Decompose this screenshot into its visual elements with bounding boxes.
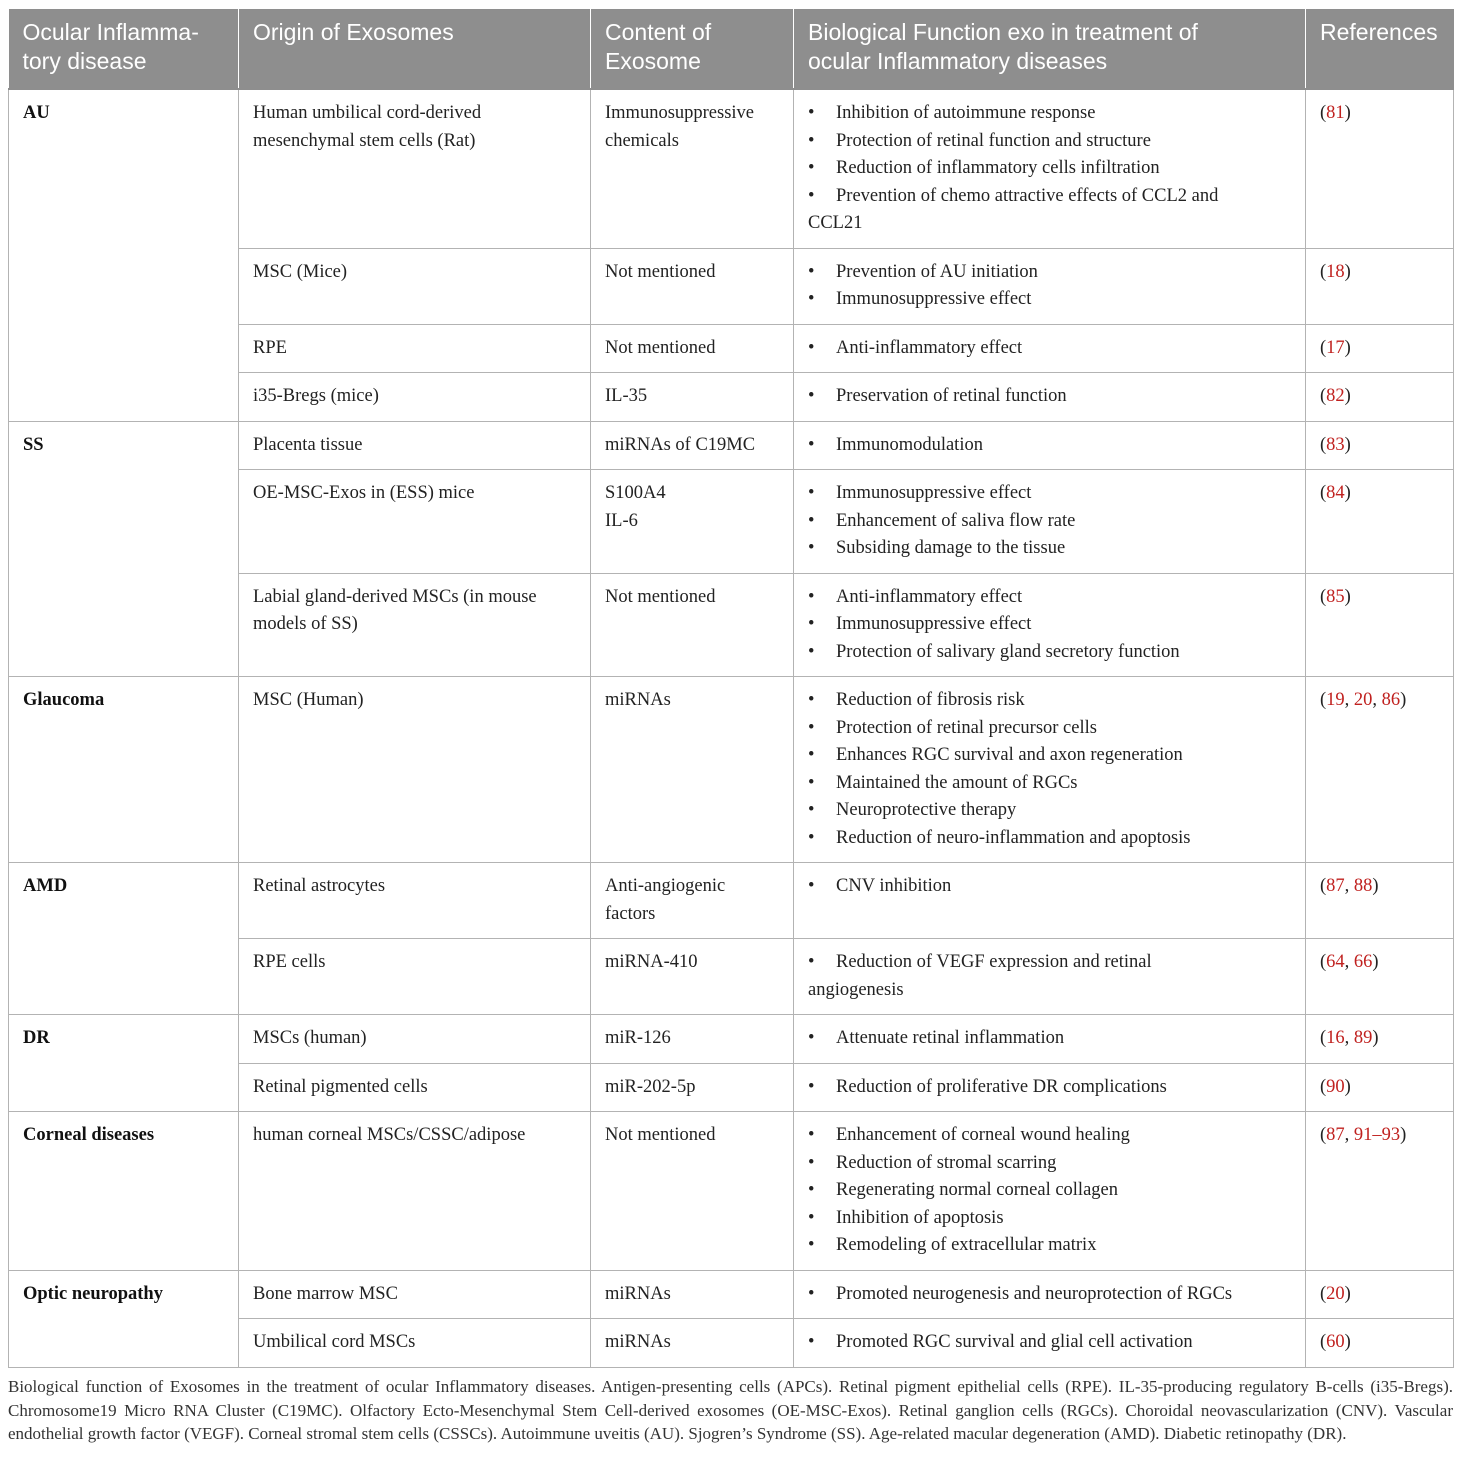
reference-link[interactable]: 84 [1326, 483, 1345, 503]
origin-cell: Retinal astrocytes [239, 863, 591, 939]
function-cell [794, 373, 1306, 422]
function-item: • Protection of retinal precursor cells [808, 715, 1291, 743]
content-text: miR-202-5p [605, 1076, 696, 1097]
reference-link[interactable]: 19 [1326, 690, 1345, 710]
content-text: Not mentioned [605, 337, 716, 358]
function-cell [794, 863, 1306, 939]
function-item-continuation: CCL21 [808, 213, 863, 233]
function-item: • Immunomodulation [808, 432, 1291, 460]
function-item: • Promoted neurogenesis and neuroprotection of RGCs [808, 1281, 1291, 1309]
function-list [808, 1025, 1291, 1053]
content-text: miRNAs [605, 1283, 671, 1304]
references-cell: (87, 91–93) [1306, 1112, 1454, 1271]
table-row [9, 1112, 1454, 1271]
function-item: • Reduction of fibrosis risk [808, 687, 1291, 715]
function-list [808, 584, 1291, 667]
content-cell [591, 324, 794, 373]
function-item: • Anti-inflammatory effect [808, 584, 1291, 612]
origin-cell: Human umbilical cord-derived mesenchymal stem cells (Rat) [239, 89, 591, 248]
references-cell: (20) [1306, 1270, 1454, 1319]
content-cell [591, 1112, 794, 1271]
reference-link[interactable]: 87 [1326, 1125, 1345, 1145]
function-list [808, 259, 1291, 314]
function-cell [794, 1319, 1306, 1368]
function-item: • Regenerating normal corneal collagen [808, 1177, 1291, 1205]
function-item: • Enhancement of corneal wound healing [808, 1122, 1291, 1150]
references-cell: (64, 66) [1306, 939, 1454, 1015]
function-cell [794, 89, 1306, 248]
header-origin: Origin of Exosomes [239, 9, 591, 89]
reference-link[interactable]: 18 [1326, 261, 1345, 282]
function-cell [794, 470, 1306, 574]
function-list [808, 949, 1291, 1004]
table-body [9, 89, 1454, 1367]
references-cell: (84) [1306, 470, 1454, 574]
function-item: • Reduction of proliferative DR complications [808, 1074, 1291, 1102]
reference-link[interactable]: 89 [1353, 1028, 1373, 1048]
content-text: Not mentioned [605, 586, 716, 607]
origin-cell: RPE cells [239, 939, 591, 1015]
function-item: • Immunosuppressive effect [808, 611, 1291, 639]
origin-cell: MSC (Mice) [239, 248, 591, 324]
table-row [9, 1015, 1454, 1064]
references-cell: (18) [1306, 248, 1454, 324]
function-list [808, 100, 1291, 238]
reference-link[interactable]: 83 [1326, 434, 1345, 455]
origin-cell: MSC (Human) [239, 677, 591, 863]
function-item: • Enhancement of saliva flow rate [808, 508, 1291, 536]
disease-cell: Corneal diseases [9, 1112, 239, 1271]
reference-link[interactable]: 86 [1381, 690, 1401, 710]
content-text: miRNA-410 [605, 952, 698, 972]
function-list [808, 432, 1291, 460]
references-cell: (82) [1306, 373, 1454, 422]
reference-link[interactable]: 82 [1326, 386, 1345, 406]
function-cell [794, 248, 1306, 324]
content-text: Not mentioned [605, 1125, 716, 1145]
reference-link[interactable]: 90 [1326, 1076, 1345, 1097]
function-item: • Reduction of VEGF expression and retinal [808, 949, 1291, 977]
function-item: • Immunosuppressive effect [808, 480, 1291, 508]
reference-link[interactable]: 17 [1326, 337, 1345, 358]
content-text: Immunosuppressive chemicals [605, 103, 755, 151]
content-text: miRNAs [605, 690, 671, 710]
function-item: • Protection of salivary gland secretory function [808, 639, 1291, 667]
function-item-continuation: angiogenesis [808, 979, 904, 1000]
disease-cell: Glaucoma [9, 677, 239, 863]
content-cell [591, 1270, 794, 1319]
function-item: • Immunosuppressive effect [808, 286, 1291, 314]
content-text: IL-6 [605, 510, 638, 531]
table-row [9, 89, 1454, 248]
content-text: Not mentioned [605, 261, 716, 282]
exosome-table [8, 9, 1454, 1368]
reference-link[interactable]: 66 [1353, 952, 1373, 972]
header-function: Biological Function exo in treatment of ocular Inflammatory diseases [794, 9, 1306, 89]
reference-link[interactable]: 81 [1326, 103, 1345, 123]
references-cell: (90) [1306, 1063, 1454, 1112]
references-cell: (60) [1306, 1319, 1454, 1368]
header-disease: Ocular Inflamma- tory disease [9, 9, 239, 89]
function-cell [794, 1015, 1306, 1064]
function-cell [794, 939, 1306, 1015]
function-item: • Reduction of inflammatory cells infiltration [808, 155, 1291, 183]
table-row [9, 863, 1454, 939]
function-list [808, 1281, 1291, 1309]
function-item: • Reduction of stromal scarring [808, 1150, 1291, 1178]
function-item: • Prevention of chemo attractive effects of CCL2 and [808, 183, 1291, 211]
references-cell: (85) [1306, 573, 1454, 677]
function-item: • Inhibition of autoimmune response [808, 100, 1291, 128]
function-item: • Protection of retinal function and structure [808, 128, 1291, 156]
function-item: • Preservation of retinal function [808, 383, 1291, 411]
content-cell [591, 470, 794, 574]
content-cell [591, 863, 794, 939]
content-text: miR-126 [605, 1028, 671, 1048]
function-list [808, 1074, 1291, 1102]
function-list [808, 335, 1291, 363]
function-item: • Reduction of neuro-inflammation and apoptosis [808, 825, 1291, 853]
function-item: • Promoted RGC survival and glial cell activation [808, 1329, 1291, 1357]
content-cell [591, 421, 794, 470]
reference-link[interactable]: 64 [1326, 952, 1345, 972]
disease-cell: Optic neuropathy [9, 1270, 239, 1367]
reference-link[interactable]: 20 [1353, 690, 1373, 710]
origin-cell: Labial gland-derived MSCs (in mouse models of SS) [239, 573, 591, 677]
disease-cell: SS [9, 421, 239, 677]
function-item: • CNV inhibition [808, 873, 1291, 901]
function-item: • Subsiding damage to the tissue [808, 535, 1291, 563]
content-cell [591, 677, 794, 863]
function-item: • Inhibition of apoptosis [808, 1205, 1291, 1233]
references-cell: (19, 20, 86) [1306, 677, 1454, 863]
disease-cell: AMD [9, 863, 239, 1015]
function-list [808, 1329, 1291, 1357]
content-cell [591, 1063, 794, 1112]
function-list [808, 873, 1291, 901]
reference-link[interactable]: 16 [1326, 1028, 1345, 1048]
function-item: • Prevention of AU initiation [808, 259, 1291, 287]
content-cell [591, 939, 794, 1015]
table-row [9, 677, 1454, 863]
origin-cell: Retinal pigmented cells [239, 1063, 591, 1112]
content-cell [591, 248, 794, 324]
function-list [808, 383, 1291, 411]
content-text: miRNAs [605, 1332, 671, 1352]
references-cell: (87, 88) [1306, 863, 1454, 939]
origin-cell: human corneal MSCs/CSSC/adipose [239, 1112, 591, 1271]
reference-link[interactable]: 88 [1353, 876, 1373, 896]
content-cell [591, 89, 794, 248]
content-cell [591, 1015, 794, 1064]
origin-cell: MSCs (human) [239, 1015, 591, 1064]
disease-cell: DR [9, 1015, 239, 1112]
references-cell: (16, 89) [1306, 1015, 1454, 1064]
references-cell: (81) [1306, 89, 1454, 248]
function-cell [794, 1112, 1306, 1271]
references-cell: (83) [1306, 421, 1454, 470]
function-list [808, 687, 1291, 852]
reference-link[interactable]: 20 [1326, 1283, 1345, 1304]
origin-cell: OE-MSC-Exos in (ESS) mice [239, 470, 591, 574]
function-cell [794, 1270, 1306, 1319]
function-cell [794, 677, 1306, 863]
function-list [808, 480, 1291, 563]
origin-cell: i35-Bregs (mice) [239, 373, 591, 422]
function-item: • Neuroprotective therapy [808, 797, 1291, 825]
content-text: S100A4 [605, 483, 666, 503]
reference-link[interactable]: 87 [1326, 876, 1345, 896]
function-cell [794, 1063, 1306, 1112]
table-row [9, 421, 1454, 470]
origin-cell: Umbilical cord MSCs [239, 1319, 591, 1368]
table-header [9, 9, 1454, 89]
table-row [9, 1270, 1454, 1319]
header-content: Content of Exosome [591, 9, 794, 89]
content-text: IL-35 [605, 386, 648, 406]
content-cell [591, 373, 794, 422]
origin-cell: Placenta tissue [239, 421, 591, 470]
disease-cell: AU [9, 89, 239, 421]
reference-link[interactable]: 91–93 [1353, 1125, 1401, 1145]
origin-cell: Bone marrow MSC [239, 1270, 591, 1319]
reference-link[interactable]: 85 [1326, 586, 1345, 607]
content-text: miRNAs of C19MC [605, 434, 756, 455]
reference-link[interactable]: 60 [1326, 1332, 1345, 1352]
function-cell [794, 421, 1306, 470]
header-references: References [1306, 9, 1454, 89]
references-cell: (17) [1306, 324, 1454, 373]
function-item: • Remodeling of extracellular matrix [808, 1232, 1291, 1260]
origin-cell: RPE [239, 324, 591, 373]
function-list [808, 1122, 1291, 1260]
content-cell [591, 1319, 794, 1368]
content-text: Anti-angiogenic factors [605, 876, 726, 924]
exosome-table-container [8, 9, 1453, 1368]
function-item: • Anti-inflammatory effect [808, 335, 1291, 363]
function-cell [794, 324, 1306, 373]
function-item: • Enhances RGC survival and axon regeneration [808, 742, 1291, 770]
function-cell [794, 573, 1306, 677]
function-item: • Maintained the amount of RGCs [808, 770, 1291, 798]
content-cell [591, 573, 794, 677]
function-item: • Attenuate retinal inflammation [808, 1025, 1291, 1053]
table-caption: Biological function of Exosomes in the treatment of ocular Inflammatory diseases. Antigen-presenting cells (APCs). Retinal pigment epithelial cells (RPE). IL-35-producing regulatory B-cells (i35-Bregs). Chromosome19 Micro RNA Cluster (C19MC). Olfactory Ecto-Mesenchymal Stem Cell-derived exosomes (OE-MSC-Exos). Retinal ganglion cells (RGCs). Choroidal neovascularization (CNV). Vascular endothelial growth factor (VEGF). Corneal stromal stem cells (CSSCs). Autoimmune uveitis (AU). Sjogren’s Syndrome (SS). Age-related macular degeneration (AMD). Diabetic retinopathy (DR). [8, 1377, 1453, 1443]
